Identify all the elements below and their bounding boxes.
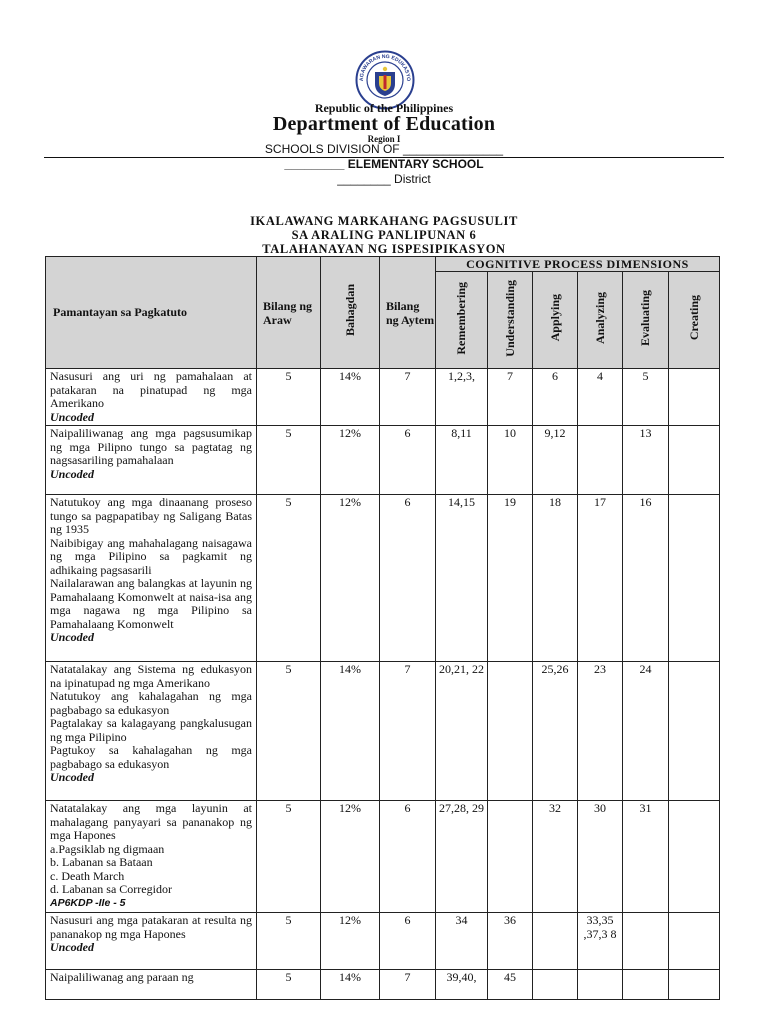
region-label: Region I [367,134,401,144]
days-cell: 5 [257,369,321,426]
understanding-cell [488,801,533,913]
items-cell: 7 [380,970,436,1000]
analyzing-cell: 4 [578,369,623,426]
percent-cell: 14% [321,970,380,1000]
days-cell: 5 [257,970,321,1000]
republic-line: Republic of the Philippines [314,101,454,115]
items-cell: 7 [380,662,436,801]
header-days: Bilang ng Araw [257,257,321,369]
competency-cell: Natutukoy ang mga dinaanang proseso tungo sa pagpapatibay ng Saligang Batas ng 1935 Naibibigay ang mahahalagang naisagawa ng mga Pilipino sa pagkamit ng adhikaing pagsasarili Nailalarawan ang balangkas at layunin ng Pamahalaang Komonwelt at naisa-isa ang mga nagawa ng mga Pilipino sa Pamahalaang Komonwelt Uncoded [46,495,257,662]
competency-cell: Naipaliliwanag ang paraan ng [46,970,257,1000]
header-evaluating: Evaluating [623,272,669,369]
analyzing-cell [578,970,623,1000]
items-cell: 7 [380,369,436,426]
schools-division-line: SCHOOLS DIVISION OF _______________ [264,142,504,156]
evaluating-cell [623,913,669,970]
applying-cell [533,970,578,1000]
header-analyzing: Analyzing [578,272,623,369]
percent-cell: 12% [321,495,380,662]
percent-cell: 14% [321,369,380,426]
table-row [46,801,720,913]
header-competency: Pamantayan sa Pagkatuto [46,257,257,369]
table-title: TALAHANAYAN NG ISPESIPIKASYON [262,242,506,256]
applying-cell: 18 [533,495,578,662]
header-understanding: Understanding [488,272,533,369]
table-row [46,970,720,1000]
understanding-cell: 10 [488,426,533,495]
percent-cell: 12% [321,913,380,970]
percent-cell: 14% [321,662,380,801]
evaluating-cell: 16 [623,495,669,662]
table-row [46,913,720,970]
school-name-line: _________ ELEMENTARY SCHOOL [284,157,484,171]
header-creating: Creating [669,272,720,369]
applying-cell: 32 [533,801,578,913]
creating-cell [669,495,720,662]
items-cell: 6 [380,801,436,913]
items-cell: 6 [380,913,436,970]
analyzing-cell: 33,35 ,37,3 8 [578,913,623,970]
evaluating-cell: 24 [623,662,669,801]
evaluating-cell: 13 [623,426,669,495]
applying-cell: 9,12 [533,426,578,495]
remembering-cell: 14,15 [436,495,488,662]
days-cell: 5 [257,495,321,662]
applying-cell [533,913,578,970]
days-cell: 5 [257,426,321,495]
understanding-cell: 36 [488,913,533,970]
table-row [46,369,720,426]
table-row [46,495,720,662]
header-cognitive-dimensions: COGNITIVE PROCESS DIMENSIONS [436,257,720,272]
evaluating-cell: 31 [623,801,669,913]
days-cell: 5 [257,662,321,801]
understanding-cell: 19 [488,495,533,662]
svg-text:KAGAWARAN NG EDUKASYON: AGAWARAN NG EDUKASYO [358,53,412,82]
department-title: Department of Education [272,113,496,135]
applying-cell: 6 [533,369,578,426]
header-remembering: Remembering [436,272,488,369]
table-row [46,662,720,801]
competency-cell: Natatalakay ang mga layunin at mahalagang panyayari sa pananakop ng mga Hapones a.Pagsiklab ng digmaan b. Labanan sa Bataan c. Death March d. Labanan sa Corregidor AP6KDP -IIe - 5 [46,801,257,913]
creating-cell [669,369,720,426]
percent-cell: 12% [321,801,380,913]
subject-title: SA ARALING PANLIPUNAN 6 [291,228,477,242]
creating-cell [669,970,720,1000]
exam-title: IKALAWANG MARKAHANG PAGSUSULIT [250,214,518,228]
header-applying: Applying [533,272,578,369]
header-percent: Bahagdan [321,257,380,369]
items-cell: 6 [380,426,436,495]
creating-cell [669,426,720,495]
remembering-cell: 39,40, [436,970,488,1000]
understanding-cell: 45 [488,970,533,1000]
competency-cell: Naipaliliwanag ang mga pagsusumikap ng mga Pilipno tungo sa pagtatag ng nagsasariling pamahalaan Uncoded [46,426,257,495]
analyzing-cell: 23 [578,662,623,801]
days-cell: 5 [257,801,321,913]
remembering-cell: 34 [436,913,488,970]
analyzing-cell [578,426,623,495]
specification-table [45,256,720,1000]
creating-cell [669,801,720,913]
remembering-cell: 20,21, 22 [436,662,488,801]
applying-cell: 25,26 [533,662,578,801]
understanding-cell [488,662,533,801]
creating-cell [669,913,720,970]
days-cell: 5 [257,913,321,970]
remembering-cell: 8,11 [436,426,488,495]
evaluating-cell [623,970,669,1000]
competency-cell: Natatalakay ang Sistema ng edukasyon na ipinatupad ng mga Amerikano Natutukoy ang kahalagahan ng mga pagbabago sa edukasyon Pagtalakay sa kalagayang pangkalusugan ng mga Pilipino Pagtukoy sa kahalagahan ng mga pagbabago sa edukasyon Uncoded [46,662,257,801]
analyzing-cell: 17 [578,495,623,662]
creating-cell [669,662,720,801]
remembering-cell: 27,28, 29 [436,801,488,913]
percent-cell: 12% [321,426,380,495]
evaluating-cell: 5 [623,369,669,426]
remembering-cell: 1,2,3, [436,369,488,426]
understanding-cell: 7 [488,369,533,426]
competency-cell: Nasusuri ang uri ng pamahalaan at patakaran na pinatupad ng mga Amerikano Uncoded [46,369,257,426]
items-cell: 6 [380,495,436,662]
header-items: Bilang ng Aytem [380,257,436,369]
competency-cell: Nasusuri ang mga patakaran at resulta ng pananakop ng mga Hapones Uncoded [46,913,257,970]
table-row [46,426,720,495]
analyzing-cell: 30 [578,801,623,913]
district-line: ________ District [337,172,431,186]
